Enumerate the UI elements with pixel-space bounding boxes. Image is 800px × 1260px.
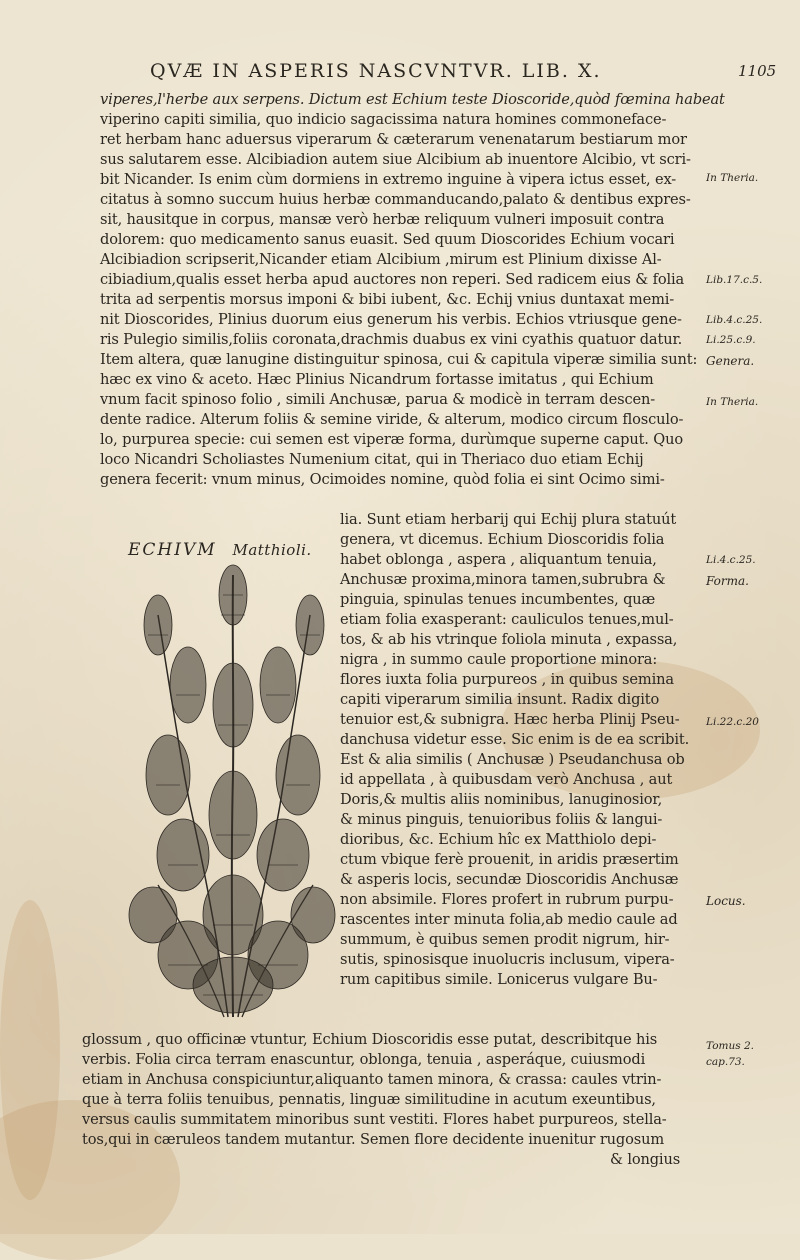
text-line: trita ad serpentis morsus imponi & bibi iubent, &c. Echij vnius duntaxat memi- bbox=[100, 291, 675, 308]
text-line: & asperis locis, secundæ Dioscoridis Anchusæ bbox=[340, 871, 679, 888]
text-line: versus caulis summitatem minoribus sunt vestiti. Flores habet purpureos, stella- bbox=[82, 1111, 667, 1128]
margin-note: Lib.4.c.25. bbox=[706, 314, 763, 326]
text-line: summum, è quibus semen prodit nigrum, hir- bbox=[340, 931, 670, 948]
text-line: sit, hausitque in corpus, mansæ verò herbæ reliquum vulneri imposuit contra bbox=[100, 211, 665, 228]
text-line: genera fecerit: vnum minus, Ocimoides nomine, quòd folia ei sint Ocimo simi- bbox=[100, 471, 665, 488]
text-line: genera, vt dicemus. Echium Dioscoridis folia bbox=[340, 531, 665, 548]
margin-note: Li.22.c.20 bbox=[706, 716, 759, 728]
text-line: etiam in Anchusa conspiciuntur,aliquanto tamen minora, & crassa: caules vtrin- bbox=[82, 1071, 662, 1088]
margin-note: cap.73. bbox=[706, 1056, 745, 1068]
text-line: nit Dioscorides, Plinius duorum eius generum his verbis. Echios vtriusque gene- bbox=[100, 311, 682, 328]
text-line: Item altera, quæ lanugine distinguitur spinosa, cui & capitula viperæ similia sunt: bbox=[100, 351, 698, 368]
margin-note: Tomus 2. bbox=[706, 1040, 754, 1052]
text-line: lia. Sunt etiam herbarij qui Echij plura statuút bbox=[340, 511, 677, 528]
text-line: citatus à somno succum huius herbæ commanducando,palato & dentibus expres- bbox=[100, 191, 691, 208]
text-line: bit Nicander. Is enim cùm dormiens in extremo inguine à vipera ictus esset, ex- bbox=[100, 171, 677, 188]
margin-note: Locus. bbox=[706, 894, 746, 908]
text-line: & minus pinguis, tenuioribus foliis & langui- bbox=[340, 811, 663, 828]
margin-note: Li.25.c.9. bbox=[706, 334, 756, 346]
text-line: lo, purpurea specie: cui semen est viperæ forma, durùmque superne caput. Quo bbox=[100, 431, 683, 448]
text-line: Alcibiadion scripserit,Nicander etiam Alcibium ,mirum est Plinium dixisse Al- bbox=[100, 251, 662, 268]
text-line: non absimile. Flores profert in rubrum purpu- bbox=[340, 891, 674, 908]
text-line: ret herbam hanc aduersus viperarum & cæterarum venenatarum bestiarum mor bbox=[100, 131, 687, 148]
text-line: cibiadium,qualis esset herba apud auctores non reperi. Sed radicem eius & folia bbox=[100, 271, 685, 288]
text-line: tenuior est,& subnigra. Hæc herba Plinij Pseu- bbox=[340, 711, 680, 728]
text-line: tos,qui in cæruleos tandem mutantur. Semen flore decidente inuenitur rugosum bbox=[82, 1131, 665, 1148]
running-head: QVÆ IN ASPERIS NASCVNTVR. LIB. X. bbox=[150, 60, 602, 82]
text-line: verbis. Folia circa terram enascuntur, oblonga, tenuia , asperáque, cuiusmodi bbox=[82, 1051, 646, 1068]
margin-note: Lib.17.c.5. bbox=[706, 274, 763, 286]
text-line: Anchusæ proxima,minora tamen,subrubra & bbox=[340, 571, 666, 588]
text-line: rascentes inter minuta folia,ab medio caule ad bbox=[340, 911, 678, 928]
margin-note: Forma. bbox=[706, 574, 749, 588]
text-line: viperino capiti similia, quo indicio sagacissima natura homines commoneface- bbox=[100, 111, 667, 128]
text-line: dolorem: quo medicamento sanus euasit. Sed quum Dioscorides Echium vocari bbox=[100, 231, 675, 248]
catchword: & longius bbox=[610, 1151, 681, 1168]
margin-note: In Theria. bbox=[706, 172, 759, 184]
text-line: rum capitibus simile. Lonicerus vulgare Bu- bbox=[340, 971, 658, 988]
text-line: ris Pulegio similis,foliis coronata,drachmis duabus ex vini cyathis quatuor datur. bbox=[100, 331, 683, 348]
text-line: ctum vbique ferè prouenit, in aridis præsertim bbox=[340, 851, 679, 868]
text-line: Est & alia similis ( Anchusæ ) Pseudanchusa ob bbox=[340, 751, 685, 768]
text-line: tos, & ab his vtrinque foliola minuta , expassa, bbox=[340, 631, 678, 648]
text-line: pinguia, spinulas tenues incumbentes, quæ bbox=[340, 591, 656, 608]
text-line: glossum , quo officinæ vtuntur, Echium Dioscoridis esse putat, describitque his bbox=[82, 1031, 658, 1048]
text-line: viperes,l'herbe aux serpens. Dictum est Echium teste Dioscoride,quòd fœmina habeat bbox=[100, 91, 725, 108]
text-line: sutis, spinosisque inuolucris inclusum, vipera- bbox=[340, 951, 675, 968]
figure-title: ECHIVM bbox=[128, 540, 217, 560]
text-line: nigra , in summo caule proportione minora: bbox=[340, 651, 658, 668]
text-line: hæc ex vino & aceto. Hæc Plinius Nicandrum fortasse imitatus , qui Echium bbox=[100, 371, 654, 388]
text-line: etiam folia exasperant: cauliculos tenues,mul- bbox=[340, 611, 674, 628]
margin-note: Li.4.c.25. bbox=[706, 554, 756, 566]
margin-note: In Theria. bbox=[706, 396, 759, 408]
text-line: habet oblonga , aspera , aliquantum tenuia, bbox=[340, 551, 657, 568]
text-line: sus salutarem esse. Alcibiadion autem siue Alcibium ab inuentore Alcibio, vt scri- bbox=[100, 151, 691, 168]
text-line: dente radice. Alterum foliis & semine viride, & alterum, modico circum flosculo- bbox=[100, 411, 684, 428]
water-stain bbox=[0, 900, 60, 1200]
text-line: loco Nicandri Scholiastes Numenium citat, qui in Theriaco duo etiam Echij bbox=[100, 451, 644, 468]
margin-note: Genera. bbox=[706, 354, 755, 368]
text-line: que à terra foliis tenuibus, pennatis, linguæ similitudine in acutum exeuntibus, bbox=[82, 1091, 656, 1108]
page-number: 1105 bbox=[738, 62, 777, 80]
text-line: flores iuxta folia purpureos , in quibus semina bbox=[340, 671, 674, 688]
text-line: vnum facit spinoso folio , simili Anchusæ, parua & modicè in terram descen- bbox=[100, 391, 655, 408]
echium-woodcut-illustration bbox=[128, 555, 338, 1020]
text-line: capiti viperarum similia insunt. Radix digito bbox=[340, 691, 660, 708]
text-line: Doris,& multis aliis nominibus, lanuginosior, bbox=[340, 791, 663, 808]
text-line: id appellata , à quibusdam verò Anchusa , aut bbox=[340, 771, 673, 788]
figure-source: Matthioli. bbox=[232, 541, 312, 559]
text-line: danchusa videtur esse. Sic enim is de ea scribit. bbox=[340, 731, 690, 748]
text-line: dioribus, &c. Echium hîc ex Matthiolo depi- bbox=[340, 831, 657, 848]
